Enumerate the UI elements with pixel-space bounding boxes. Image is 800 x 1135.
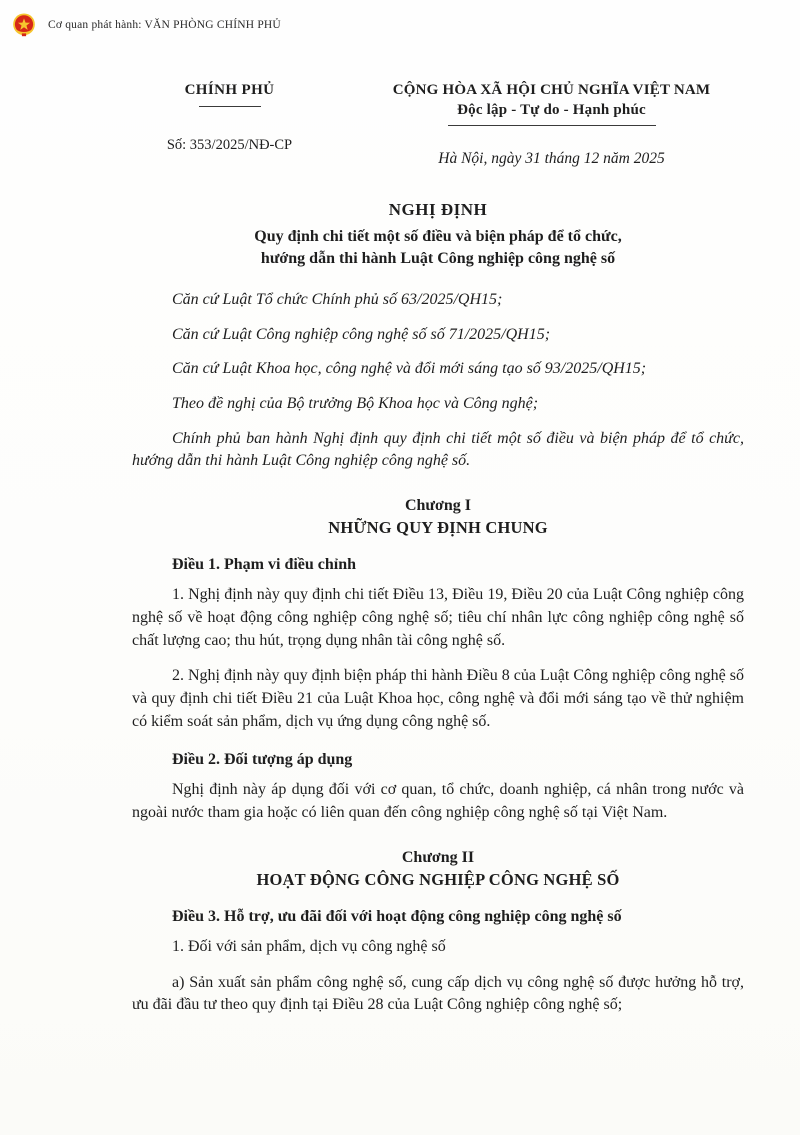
document-title-block — [132, 200, 744, 271]
preamble-line: Theo đề nghị của Bộ trưởng Bộ Khoa học và Công nghệ; — [172, 394, 539, 412]
chapter-title: NHỮNG QUY ĐỊNH CHUNG — [328, 518, 548, 538]
chapter-title: HOẠT ĐỘNG CÔNG NGHIỆP CÔNG NGHỆ SỐ — [256, 869, 620, 889]
country-line: CỘNG HÒA XÃ HỘI CHỦ NGHĨA VIỆT NAM — [392, 82, 711, 98]
article-paragraph: 2. Nghị định này quy định biện pháp thi hành Điều 8 của Luật Công nghiệp công nghệ số và quy định chi tiết Điều 21 của Luật Khoa học, công nghệ và đổi mới sáng tạo về thử nghiệm có kiểm soát sản phẩm, dịch vụ ứng dụng công nghệ số. — [132, 667, 744, 730]
preamble — [132, 289, 744, 473]
document-body — [0, 42, 800, 1017]
issuing-org: CHÍNH PHỦ — [184, 82, 275, 98]
preamble-line: Căn cứ Luật Công nghiệp công nghệ số số 71/2025/QH15; — [172, 325, 551, 343]
article-heading: Điều 2. Đối tượng áp dụng — [172, 751, 353, 769]
publisher-label: Cơ quan phát hành: VĂN PHÒNG CHÍNH PHỦ — [48, 19, 281, 31]
article-paragraph: a) Sản xuất sản phẩm công nghệ số, cung cấp dịch vụ công nghệ số được hưởng hỗ trợ, ưu đãi đầu tư theo quy định tại Điều 28 của Luật Công nghiệp công nghệ số; — [132, 973, 744, 1014]
publisher-bar — [0, 0, 800, 42]
issuing-org-block — [132, 82, 327, 154]
chapter-number: Chương II — [401, 848, 475, 866]
preamble-line: Căn cứ Luật Khoa học, công nghệ và đổi mới sáng tạo số 93/2025/QH15; — [172, 360, 647, 378]
divider — [199, 106, 261, 107]
document-subtitle: hướng dẫn thi hành Luật Công nghiệp công nghệ số — [260, 250, 616, 268]
document-subtitle: Quy định chi tiết một số điều và biện pháp để tổ chức, — [254, 228, 622, 245]
article-paragraph: Nghị định này áp dụng đối với cơ quan, tổ chức, doanh nghiệp, cá nhân trong nước và ngoài nước tham gia hoặc có liên quan đến công nghiệp công nghệ số tại Việt Nam. — [132, 781, 744, 822]
chapter-heading — [132, 497, 744, 538]
article-heading: Điều 1. Phạm vi điều chỉnh — [172, 556, 357, 574]
article-heading: Điều 3. Hỗ trợ, ưu đãi đối với hoạt động công nghiệp công nghệ số — [172, 907, 622, 925]
chapter-number: Chương I — [404, 497, 472, 515]
national-heading-block — [359, 82, 744, 168]
preamble-line: Căn cứ Luật Tổ chức Chính phủ số 63/2025/QH15; — [172, 290, 503, 308]
vietnam-emblem-icon — [10, 11, 38, 39]
document-number: Số: 353/2025/NĐ-CP — [166, 137, 293, 153]
divider — [448, 125, 656, 126]
preamble-line: Chính phủ ban hành Nghị định quy định chi tiết một số điều và biện pháp để tổ chức, hướng dẫn thi hành Luật Công nghiệp công nghệ số. — [132, 429, 744, 470]
article-paragraph: 1. Nghị định này quy định chi tiết Điều 13, Điều 19, Điều 20 của Luật Công nghiệp công nghệ số về hoạt động công nghiệp công nghệ số; tiêu chí nhân lực công nghiệp công nghệ số chất lượng cao; thu hút, trọng dụng nhân tài công nghệ số. — [132, 586, 744, 649]
motto-line: Độc lập - Tự do - Hạnh phúc — [457, 102, 646, 118]
document-header — [132, 82, 744, 168]
chapter-heading — [132, 849, 744, 890]
document-type: NGHỊ ĐỊNH — [388, 200, 488, 219]
place-date: Hà Nội, ngày 31 tháng 12 năm 2025 — [438, 150, 665, 167]
article-paragraph: 1. Đối với sản phẩm, dịch vụ công nghệ số — [172, 937, 446, 955]
